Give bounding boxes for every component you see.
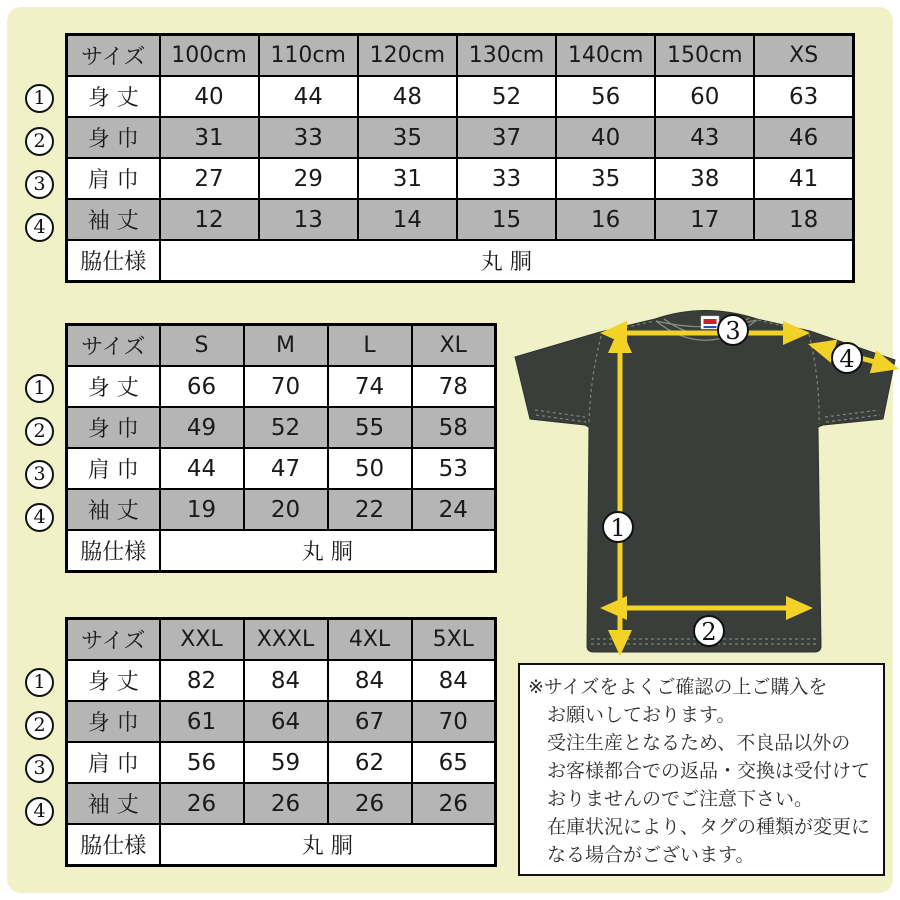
cell: 20 xyxy=(244,489,328,530)
table-row xyxy=(67,742,496,783)
col-header: S xyxy=(160,325,244,367)
cell: 29 xyxy=(259,158,358,199)
cell: 33 xyxy=(457,158,556,199)
table-row xyxy=(67,660,496,701)
cell: 67 xyxy=(328,701,412,742)
cell: 12 xyxy=(160,199,259,240)
row-label: 袖 丈 xyxy=(67,489,160,530)
marker-body-length xyxy=(603,512,633,542)
row-label: 脇仕様 xyxy=(67,530,160,572)
cell: 26 xyxy=(160,783,244,824)
cell: 52 xyxy=(457,76,556,117)
cell: 56 xyxy=(556,76,655,117)
cell: 13 xyxy=(259,199,358,240)
cell: 60 xyxy=(655,76,754,117)
row-number-badge: 1 xyxy=(25,374,54,403)
cell: 17 xyxy=(655,199,754,240)
marker-body-width xyxy=(694,616,724,646)
size-table-big xyxy=(65,617,497,867)
cell: 70 xyxy=(244,366,328,407)
cell: 27 xyxy=(160,158,259,199)
cell: 16 xyxy=(556,199,655,240)
cell: 丸 胴 xyxy=(160,240,854,282)
cell: 15 xyxy=(457,199,556,240)
row-number-badge: 2 xyxy=(25,417,54,446)
cell: 84 xyxy=(328,660,412,701)
cell: 52 xyxy=(244,407,328,448)
marker-shoulder-width xyxy=(718,315,748,345)
cell: 82 xyxy=(160,660,244,701)
cell: 丸 胴 xyxy=(160,530,496,572)
table-row xyxy=(67,35,854,77)
cell: 14 xyxy=(358,199,457,240)
note-line: お客様都合での返品・交換は受付けて xyxy=(547,760,871,782)
note-line: おりませんのでご注意下さい。 xyxy=(547,788,814,810)
size-table-adult xyxy=(65,323,497,573)
tshirt-diagram xyxy=(505,300,900,662)
col-header: 100cm xyxy=(160,35,259,77)
note-line: 受注生産となるため、不良品以外の xyxy=(547,732,851,754)
row-label: 袖 丈 xyxy=(67,783,160,824)
cell: 26 xyxy=(244,783,328,824)
cell: 70 xyxy=(412,701,496,742)
cell: 37 xyxy=(457,117,556,158)
cell: 33 xyxy=(259,117,358,158)
row-label: 脇仕様 xyxy=(67,824,160,866)
table-row xyxy=(67,701,496,742)
col-header: XS xyxy=(754,35,853,77)
col-header: XL xyxy=(412,325,496,367)
svg-text:3: 3 xyxy=(725,317,741,345)
table-row xyxy=(67,199,854,240)
cell: 31 xyxy=(358,158,457,199)
row-number-badge: 2 xyxy=(25,711,54,740)
row-number-badge: 2 xyxy=(25,127,54,156)
row-label: 脇仕様 xyxy=(67,240,160,282)
cell: 43 xyxy=(655,117,754,158)
cell: 35 xyxy=(556,158,655,199)
table-row xyxy=(67,240,854,282)
cell: 65 xyxy=(412,742,496,783)
row-label: 袖 丈 xyxy=(67,199,160,240)
table-row xyxy=(67,76,854,117)
cell: 63 xyxy=(754,76,853,117)
row-label: 身 丈 xyxy=(67,366,160,407)
table-row xyxy=(67,117,854,158)
col-header: サイズ xyxy=(67,325,160,367)
cell: 49 xyxy=(160,407,244,448)
col-header: サイズ xyxy=(67,619,160,661)
cell: 62 xyxy=(328,742,412,783)
col-header: 120cm xyxy=(358,35,457,77)
cell: 74 xyxy=(328,366,412,407)
cell: 24 xyxy=(412,489,496,530)
col-header: L xyxy=(328,325,412,367)
cell: 50 xyxy=(328,448,412,489)
col-header: M xyxy=(244,325,328,367)
table-row xyxy=(67,325,496,367)
table-row xyxy=(67,158,854,199)
purchase-notes-box xyxy=(518,663,885,876)
cell: 19 xyxy=(160,489,244,530)
row-number-badge: 3 xyxy=(25,460,54,489)
row-label: 身 巾 xyxy=(67,701,160,742)
row-number-badge: 3 xyxy=(25,754,54,783)
cell: 47 xyxy=(244,448,328,489)
cell: 66 xyxy=(160,366,244,407)
col-header: 140cm xyxy=(556,35,655,77)
cell: 40 xyxy=(160,76,259,117)
row-label: 身 丈 xyxy=(67,660,160,701)
row-label: 肩 巾 xyxy=(67,742,160,783)
cell: 53 xyxy=(412,448,496,489)
table-row xyxy=(67,783,496,824)
col-header: 130cm xyxy=(457,35,556,77)
table-row xyxy=(67,824,496,866)
cell: 18 xyxy=(754,199,853,240)
cell: 40 xyxy=(556,117,655,158)
marker-sleeve-length xyxy=(832,343,862,373)
note-line: 在庫状況により、タグの種類が変更に xyxy=(547,816,871,838)
row-number-badge: 4 xyxy=(25,213,54,242)
note-line: お願いしております。 xyxy=(547,704,736,726)
cell: 46 xyxy=(754,117,853,158)
col-header: 110cm xyxy=(259,35,358,77)
cell: 38 xyxy=(655,158,754,199)
cell: 26 xyxy=(412,783,496,824)
row-number-badge: 1 xyxy=(25,84,54,113)
cell: 31 xyxy=(160,117,259,158)
table-row xyxy=(67,448,496,489)
row-label: 肩 巾 xyxy=(67,158,160,199)
cell: 84 xyxy=(244,660,328,701)
svg-text:4: 4 xyxy=(839,345,855,373)
table-row xyxy=(67,530,496,572)
cell: 64 xyxy=(244,701,328,742)
cell: 78 xyxy=(412,366,496,407)
size-table-kids xyxy=(65,33,855,283)
cell: 55 xyxy=(328,407,412,448)
col-header: XXL xyxy=(160,619,244,661)
cell: 44 xyxy=(160,448,244,489)
row-label: 身 丈 xyxy=(67,76,160,117)
cell: 44 xyxy=(259,76,358,117)
cell: 22 xyxy=(328,489,412,530)
row-label: 肩 巾 xyxy=(67,448,160,489)
cell: 41 xyxy=(754,158,853,199)
cell: 59 xyxy=(244,742,328,783)
note-line: なる場合がございます。 xyxy=(547,844,755,866)
col-header: 5XL xyxy=(412,619,496,661)
svg-text:1: 1 xyxy=(610,514,626,542)
col-header: 150cm xyxy=(655,35,754,77)
table-row xyxy=(67,489,496,530)
row-number-badge: 1 xyxy=(25,668,54,697)
table-row xyxy=(67,619,496,661)
cell: 48 xyxy=(358,76,457,117)
row-number-badge: 4 xyxy=(25,503,54,532)
cell: 丸 胴 xyxy=(160,824,496,866)
col-header: 4XL xyxy=(328,619,412,661)
cell: 26 xyxy=(328,783,412,824)
cell: 56 xyxy=(160,742,244,783)
note-line: ※サイズをよくご確認の上ご購入を xyxy=(528,676,828,698)
cell: 58 xyxy=(412,407,496,448)
row-number-badge: 4 xyxy=(25,797,54,826)
row-number-badge: 3 xyxy=(25,170,54,199)
cell: 35 xyxy=(358,117,457,158)
col-header: サイズ xyxy=(67,35,160,77)
cell: 84 xyxy=(412,660,496,701)
svg-text:2: 2 xyxy=(701,618,717,646)
neck-label xyxy=(701,316,719,329)
table-row xyxy=(67,366,496,407)
row-label: 身 巾 xyxy=(67,117,160,158)
cell: 61 xyxy=(160,701,244,742)
table-row xyxy=(67,407,496,448)
col-header: XXXL xyxy=(244,619,328,661)
row-label: 身 巾 xyxy=(67,407,160,448)
